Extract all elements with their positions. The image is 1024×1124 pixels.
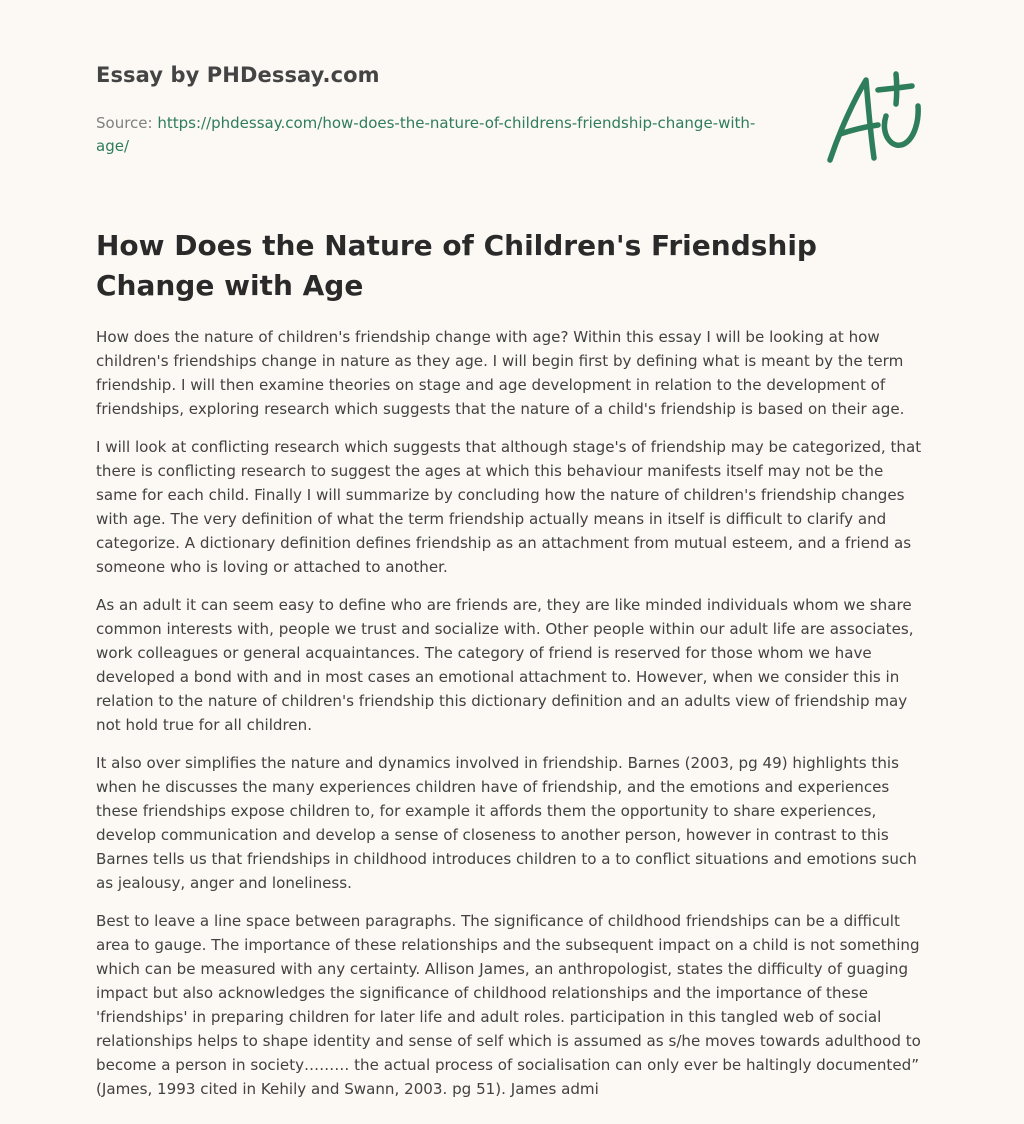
a-plus-grade-icon	[820, 68, 930, 168]
site-brand: Essay by PHDessay.com	[96, 63, 380, 87]
essay-paragraph: It also over simplifies the nature and dynamics involved in friendship. Barnes (2003, pg 49) highlights this when he discusses the many experiences children have of friendship, and the emotions and experiences these friendships expose children to, for example it affords them the opportunity to share experiences, develop communication and develop a sense of closeness to another person, however in contrast to this Barnes tells us that friendships in childhood introduces children to a to conflict situations and emotions such as jealousy, anger and loneliness.	[96, 754, 917, 892]
essay-paragraph: Best to leave a line space between paragraphs. The significance of childhood friendships can be a difficult area to gauge. The importance of these relationships and the subsequent impact on a child is not something which can be measured with any certainty. Allison James, an anthropologist, states the difficulty of guaging impact but also acknowledges the significance of childhood relationships and the importance of these 'friendships' in preparing children for later life and adult roles. participation in this tangled web of social relationships helps to shape identity and sense of self which is assumed as s/he moves towards adulthood to become a person in society……… the actual process of socialisation can only ever be haltingly documented” (James, 1993 cited in Kehily and Swann, 2003. pg 51). James admi	[96, 912, 921, 1098]
essay-paragraph: I will look at conflicting research which suggests that although stage's of friendship may be categorized, that there is conflicting research to suggest the ages at which this behaviour manifests itself may not be the same for each child. Finally I will summarize by concluding how the nature of children's friendship changes with age. The very definition of what the term friendship actually means in itself is difficult to clarify and categorize. A dictionary definition defines friendship as an attachment from mutual esteem, and a friend as someone who is loving or attached to another.	[96, 438, 922, 576]
source-line	[96, 112, 776, 157]
source-link[interactable]: https://phdessay.com/how-does-the-nature-of-childrens-friendship-change-with-age/	[96, 114, 756, 155]
essay-title: How Does the Nature of Children's Friendship Change with Age	[96, 229, 817, 302]
essay-body	[96, 325, 928, 1115]
source-label: Source:	[96, 114, 153, 132]
essay-paragraph: As an adult it can seem easy to define who are friends are, they are like minded individuals whom we share common interests with, people we trust and socialize with. Other people within our adult life are associates, work colleagues or general acquaintances. The category of friend is reserved for those whom we have developed a bond with and in most cases an emotional attachment to. However, when we consider this in relation to the nature of children's friendship this dictionary definition and an adults view of friendship may not hold true for all children.	[96, 596, 914, 734]
essay-paragraph: How does the nature of children's friendship change with age? Within this essay I will be looking at how children's friendships change in nature as they age. I will begin first by defining what is meant by the term friendship. I will then examine theories on stage and age development in relation to the development of friendships, exploring research which suggests that the nature of a child's friendship is based on their age.	[96, 328, 905, 418]
